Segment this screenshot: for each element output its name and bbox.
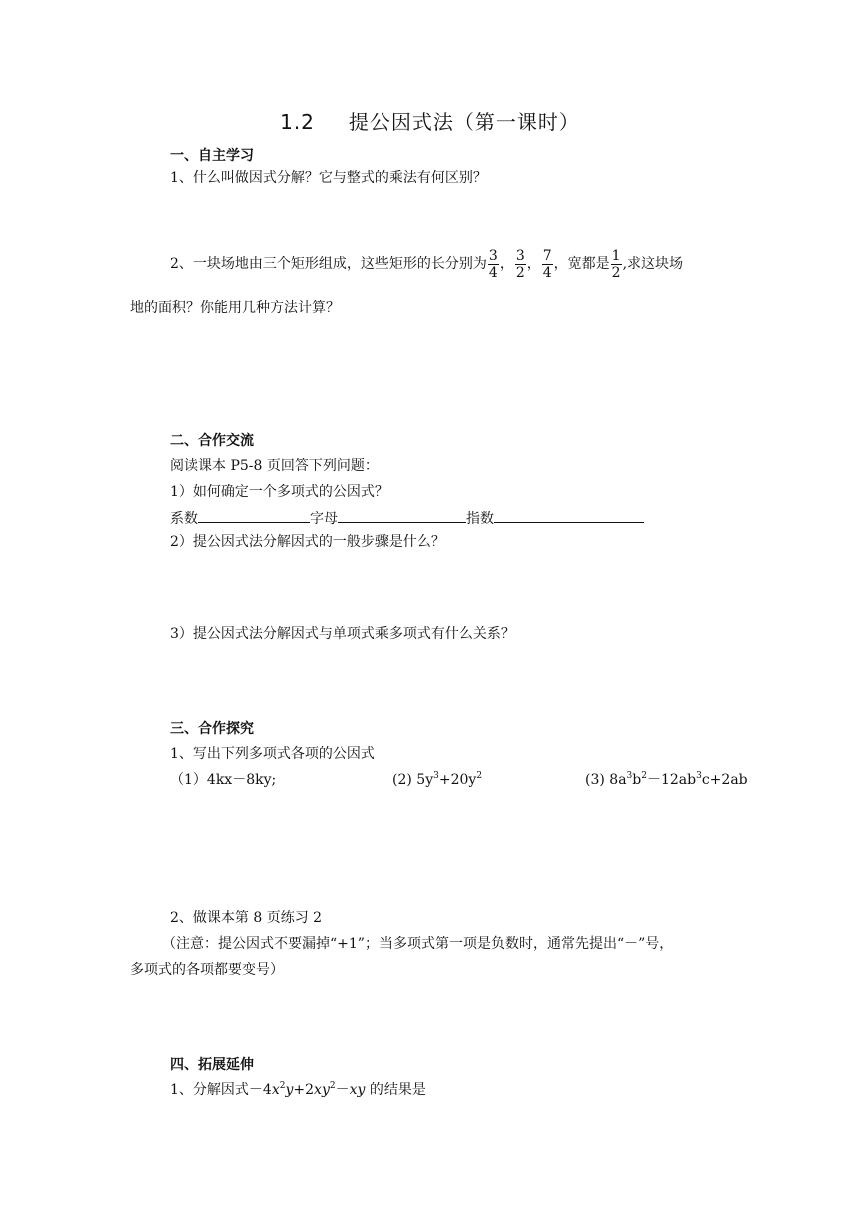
s3-note-line-1: （注意：提公因式不要漏掉“+1”；当多项式第一项是负数时，通常先提出“－”号， [162, 936, 674, 952]
coefficient-blank[interactable] [198, 508, 310, 523]
exponent: 2 [641, 771, 647, 781]
s3-question-2: 2、做课本第 8 页练习 2 [170, 910, 323, 926]
variable: xy [349, 1082, 366, 1098]
label-coefficient: 系数 [170, 511, 198, 527]
numerator: 1 [611, 247, 621, 264]
fraction-3-4 [488, 248, 499, 281]
letter-blank[interactable] [338, 508, 466, 523]
expr-part: +20y [438, 772, 477, 788]
exponent: 3 [626, 771, 633, 781]
denominator: 4 [542, 264, 552, 281]
s3-expression-2 [392, 770, 482, 790]
exponent: 3 [433, 771, 439, 781]
denominator: 2 [611, 264, 621, 281]
exponent-blank[interactable] [494, 508, 644, 523]
section-number: 1.2 [280, 110, 315, 134]
page-title [0, 106, 860, 135]
fraction-7-4 [542, 248, 553, 281]
expr-part: 1、分解因式－4 [170, 1082, 272, 1098]
variable: x [271, 1082, 280, 1098]
s2-blanks-line [170, 508, 644, 529]
label-letter: 字母 [310, 511, 338, 527]
q2-text-b: ，宽都是 [553, 256, 610, 272]
variable: x [314, 1082, 322, 1098]
s2-question-3: 3）提公因式法分解因式与单项式乘多项式有什么关系？ [170, 626, 515, 642]
s1-question-2 [170, 244, 683, 284]
expr-part: 的结果是 [365, 1082, 426, 1098]
comma: ， [499, 256, 514, 272]
expr-part: － [335, 1082, 350, 1098]
q2-text-a: 2、一块场地由三个矩形组成，这些矩形的长分别为 [170, 256, 487, 272]
denominator: 2 [515, 264, 525, 281]
s3-note-line-2: 多项式的各项都要变号） [130, 962, 284, 978]
s2-question-1: 1）如何确定一个多项式的公因式？ [170, 484, 389, 500]
numerator: 3 [488, 247, 498, 264]
exponent: 2 [476, 771, 483, 781]
s3-question-1: 1、写出下列多项式各项的公因式 [170, 746, 375, 762]
title-text: 提公因式法（第一课时） [348, 110, 580, 134]
heading-extension: 四、拓展延伸 [170, 1057, 254, 1073]
variable: y [321, 1082, 330, 1098]
s1-question-2-cont: 地的面积？你能用几种方法计算？ [130, 300, 340, 316]
s1-question-1: 1、什么叫做因式分解？它与整式的乘法有何区别？ [170, 170, 487, 186]
q2-text-c: ,求这块场 [622, 256, 684, 272]
exponent: 2 [329, 1081, 336, 1091]
heading-exploration: 三、合作探究 [170, 721, 254, 737]
numerator: 3 [515, 247, 525, 264]
numerator: 7 [542, 247, 552, 264]
heading-cooperation: 二、合作交流 [170, 433, 254, 449]
s3-expression-1: （1）4kx－8ky; [170, 772, 277, 788]
s2-question-2: 2）提公因式法分解因式的一般步骤是什么？ [170, 534, 445, 550]
expr-part: (2) 5y [392, 772, 434, 788]
expr-part: +2 [293, 1082, 315, 1098]
fraction-3-2 [515, 248, 526, 281]
s2-intro: 阅读课本 P5-8 页回答下列问题： [170, 458, 379, 474]
variable: y [285, 1082, 294, 1098]
label-exponent: 指数 [466, 511, 494, 527]
expr-part: －12ab [646, 772, 697, 788]
exponent: 3 [696, 771, 702, 781]
heading-self-study: 一、自主学习 [170, 148, 254, 164]
expr-part: (3) 8a [585, 772, 627, 788]
s4-question-1 [170, 1080, 426, 1100]
expr-part: b [632, 772, 642, 788]
expr-part: c+2ab [701, 772, 748, 788]
comma: ， [526, 256, 541, 272]
exponent: 2 [279, 1081, 286, 1091]
s3-expression-3 [585, 770, 748, 790]
fraction-1-2 [611, 248, 622, 281]
denominator: 4 [488, 264, 498, 281]
